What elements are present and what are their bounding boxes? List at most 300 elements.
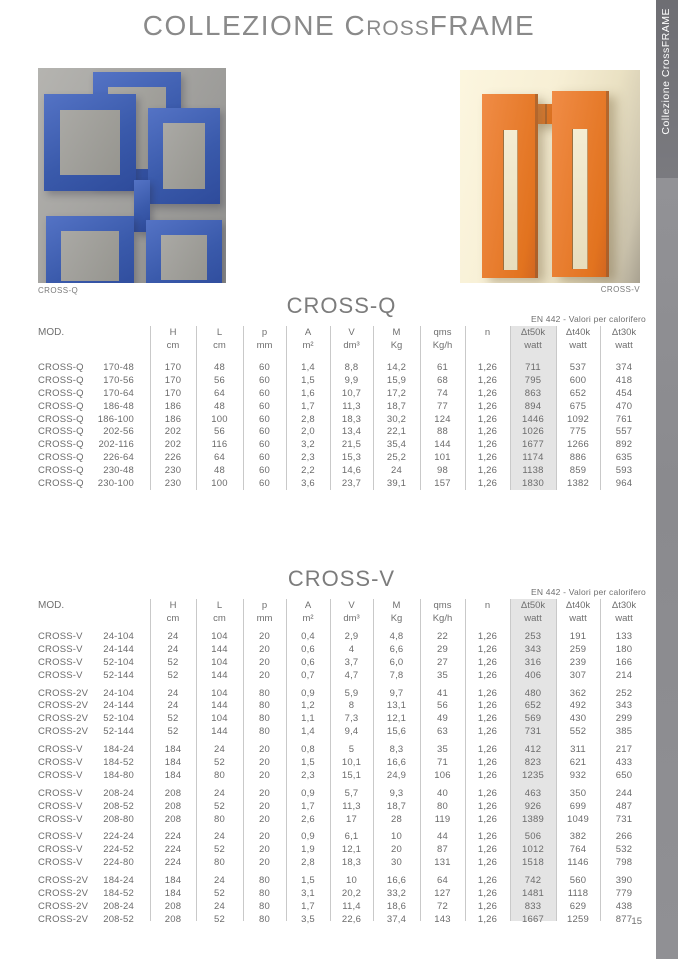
column-header-symbol: M	[392, 327, 401, 338]
model-cell	[35, 857, 150, 868]
value-cell: 11,3	[342, 400, 361, 412]
column-header-symbol: A	[304, 327, 312, 338]
model-cell	[35, 657, 150, 668]
model-cell	[35, 388, 150, 399]
column-header-symbol: Δt30k	[611, 600, 637, 611]
model-size: 52-104	[103, 656, 134, 668]
value-cell: 170	[164, 361, 182, 373]
value-cell: 24	[167, 687, 179, 699]
value-cell: 0,8	[301, 744, 315, 756]
value-cell: 68	[437, 374, 448, 386]
value-cell: 892	[615, 439, 633, 451]
value-cell: 6,0	[389, 656, 404, 668]
value-cell: 10	[391, 831, 402, 843]
table-row	[35, 361, 648, 374]
value-cell: 60	[259, 413, 270, 425]
value-cell: 170	[164, 387, 182, 399]
value-cell: 1,26	[477, 643, 498, 655]
value-cell: 60	[259, 361, 270, 373]
value-cell: 0,9	[301, 787, 315, 799]
value-cell: 20	[259, 669, 270, 681]
value-cell: 52	[167, 713, 179, 725]
value-cell: 8,3	[389, 744, 404, 756]
value-cell: 24	[391, 465, 402, 477]
column-header-symbol: Δt30k	[611, 327, 637, 338]
orange-panel-left	[482, 94, 538, 278]
column-header-symbol: Δt40k	[565, 600, 591, 611]
value-cell: 52	[214, 800, 225, 812]
row-group	[35, 830, 648, 869]
model-name: CROSS-2V	[38, 700, 89, 712]
column-header-unit: watt	[569, 613, 587, 624]
value-cell: 10,1	[341, 756, 362, 768]
value-cell: 1,26	[477, 887, 498, 899]
value-cell: 1,9	[301, 844, 315, 856]
model-name: CROSS-V	[38, 669, 83, 681]
value-cell: 1,26	[477, 413, 498, 425]
value-cell: 5,7	[344, 787, 359, 799]
value-cell: 27	[437, 656, 448, 668]
value-cell: 1,26	[477, 913, 498, 925]
value-cell: 833	[524, 900, 542, 912]
value-cell: 20	[259, 813, 270, 825]
value-cell: 21,5	[341, 439, 362, 451]
table-row	[35, 900, 648, 913]
value-cell: 9,9	[344, 374, 359, 386]
model-name: CROSS-2V	[38, 726, 89, 738]
column-header	[600, 326, 648, 352]
value-cell: 180	[615, 643, 633, 655]
value-cell: 60	[259, 452, 270, 464]
value-cell: 35	[437, 669, 448, 681]
value-cell: 1,26	[477, 465, 498, 477]
column-header	[373, 599, 420, 625]
value-cell: 2,0	[301, 426, 315, 438]
collection-tab	[656, 0, 678, 178]
model-cell	[35, 901, 150, 912]
value-cell: 16,6	[386, 875, 407, 887]
value-cell: 15,9	[386, 374, 407, 386]
value-cell: 184	[164, 887, 182, 899]
value-cell: 80	[259, 713, 270, 725]
model-name: CROSS-V	[38, 630, 83, 642]
value-cell: 1,26	[477, 875, 498, 887]
column-header-symbol: V	[348, 327, 355, 338]
value-cell: 6,1	[344, 831, 359, 843]
column-header	[243, 599, 286, 625]
value-cell: 1,26	[477, 630, 498, 642]
model-size: 52-144	[103, 669, 134, 681]
value-cell: 0,6	[301, 643, 315, 655]
table-row	[35, 843, 648, 856]
value-cell: 7,3	[344, 713, 359, 725]
value-cell: 593	[615, 465, 633, 477]
value-cell: 14,6	[341, 465, 362, 477]
value-cell: 1,26	[477, 726, 498, 738]
value-cell: 343	[524, 643, 542, 655]
model-cell	[35, 726, 150, 737]
value-cell: 1146	[567, 857, 589, 869]
value-cell: 18,7	[386, 400, 407, 412]
model-cell	[35, 439, 150, 450]
value-cell: 144	[211, 700, 228, 712]
value-cell: 80	[259, 900, 270, 912]
value-cell: 23,7	[341, 477, 362, 489]
value-cell: 56	[214, 374, 225, 386]
column-header-unit: dm³	[343, 340, 360, 351]
table-row	[35, 725, 648, 738]
value-cell: 1,26	[477, 387, 498, 399]
value-cell: 244	[615, 787, 633, 799]
model-cell	[35, 644, 150, 655]
value-cell: 74	[437, 387, 448, 399]
value-cell: 20	[391, 844, 402, 856]
value-cell: 20	[259, 844, 270, 856]
value-cell: 104	[211, 656, 228, 668]
value-cell: 24	[214, 831, 225, 843]
value-cell: 101	[434, 452, 451, 464]
value-cell: 1667	[522, 913, 544, 925]
model-cell	[35, 688, 150, 699]
table-row	[35, 887, 648, 900]
value-cell: 18,7	[386, 800, 407, 812]
model-cell	[35, 744, 150, 755]
model-size: 170-56	[103, 374, 134, 386]
model-size: 184-52	[103, 887, 134, 899]
value-cell: 600	[569, 374, 587, 386]
orange-connector-gap	[545, 104, 547, 124]
blue-frame-left	[44, 94, 136, 191]
value-cell: 454	[615, 387, 633, 399]
column-header	[420, 326, 465, 352]
value-cell: 9,4	[344, 726, 359, 738]
value-cell: 12,1	[341, 844, 362, 856]
value-cell: 1,7	[301, 900, 315, 912]
page-title-part2: ROSS	[366, 17, 430, 40]
value-cell: 80	[214, 857, 225, 869]
value-cell: 1,7	[301, 400, 315, 412]
value-cell: 1092	[567, 413, 589, 425]
table-row	[35, 743, 648, 756]
model-cell	[35, 814, 150, 825]
value-cell: 39,1	[386, 477, 407, 489]
value-cell: 22,6	[341, 913, 362, 925]
value-cell: 230	[164, 477, 182, 489]
value-cell: 104	[211, 687, 228, 699]
table-row	[35, 425, 648, 438]
value-cell: 64	[214, 387, 225, 399]
table-row	[35, 856, 648, 869]
value-cell: 217	[615, 744, 633, 756]
value-cell: 569	[524, 713, 542, 725]
value-cell: 24	[167, 630, 179, 642]
value-cell: 116	[211, 439, 228, 451]
value-cell: 1,26	[477, 857, 498, 869]
value-cell: 731	[524, 726, 542, 738]
value-cell: 1,5	[301, 374, 315, 386]
value-cell: 350	[569, 787, 587, 799]
value-cell: 0,7	[301, 669, 315, 681]
value-cell: 44	[437, 831, 448, 843]
value-cell: 0,6	[301, 656, 315, 668]
table-header-row	[35, 326, 648, 352]
model-size: 208-24	[103, 900, 134, 912]
column-header	[600, 599, 648, 625]
page-edge-strip	[656, 0, 678, 959]
value-cell: 239	[569, 656, 587, 668]
table-row	[35, 643, 648, 656]
table-row	[35, 913, 648, 926]
row-group	[35, 874, 648, 926]
value-cell: 184	[164, 769, 182, 781]
value-cell: 77	[437, 400, 448, 412]
value-cell: 33,2	[386, 887, 407, 899]
value-cell: 253	[524, 630, 542, 642]
table-row	[35, 669, 648, 682]
model-name: CROSS-V	[38, 800, 83, 812]
page-title-part1: COLLEZIONE C	[142, 10, 367, 41]
value-cell: 1118	[567, 887, 589, 899]
value-cell: 1,26	[477, 900, 498, 912]
model-name: CROSS-Q	[38, 452, 84, 464]
table-row	[35, 687, 648, 700]
value-cell: 764	[569, 844, 587, 856]
value-cell: 964	[615, 477, 633, 489]
column-header-unit: watt	[615, 613, 633, 624]
value-cell: 64	[214, 452, 225, 464]
value-cell: 1266	[567, 439, 589, 451]
value-cell: 30	[391, 857, 402, 869]
value-cell: 412	[524, 744, 542, 756]
value-cell: 877	[615, 913, 633, 925]
table-row	[35, 830, 648, 843]
value-cell: 1,26	[477, 374, 498, 386]
value-cell: 184	[164, 756, 182, 768]
table-body	[35, 630, 648, 931]
value-cell: 6,6	[389, 643, 404, 655]
model-size: 24-144	[103, 700, 134, 712]
value-cell: 390	[615, 875, 633, 887]
value-cell: 15,3	[341, 452, 362, 464]
column-header	[510, 326, 556, 352]
model-size: 226-64	[103, 452, 134, 464]
value-cell: 40	[437, 787, 448, 799]
value-cell: 24	[214, 875, 225, 887]
model-size: 52-104	[103, 713, 134, 725]
column-header	[286, 599, 330, 625]
model-name: CROSS-V	[38, 744, 83, 756]
value-cell: 761	[615, 413, 633, 425]
value-cell: 652	[569, 387, 587, 399]
en442-note: EN 442 - Valori per calorifero	[531, 314, 646, 324]
edge-strip-lower	[656, 178, 678, 959]
value-cell: 52	[167, 656, 179, 668]
value-cell: 60	[259, 465, 270, 477]
value-cell: 1382	[567, 477, 589, 489]
value-cell: 41	[437, 687, 448, 699]
value-cell: 2,9	[344, 630, 359, 642]
model-name: CROSS-Q	[38, 426, 84, 438]
value-cell: 894	[524, 400, 542, 412]
value-cell: 795	[524, 374, 542, 386]
value-cell: 133	[615, 630, 633, 642]
value-cell: 1,6	[301, 387, 315, 399]
value-cell: 214	[615, 669, 633, 681]
value-cell: 104	[211, 630, 228, 642]
table-row	[35, 400, 648, 413]
model-size: 208-24	[103, 787, 134, 799]
table-row	[35, 769, 648, 782]
row-group	[35, 630, 648, 682]
model-size: 230-48	[103, 465, 134, 477]
value-cell: 779	[615, 887, 633, 899]
column-header-unit: watt	[524, 340, 542, 351]
table-row	[35, 787, 648, 800]
value-cell: 144	[211, 726, 228, 738]
value-cell: 100	[211, 477, 228, 489]
column-header	[556, 326, 600, 352]
value-cell: 1,26	[477, 477, 498, 489]
value-cell: 1012	[522, 844, 544, 856]
value-cell: 30,2	[386, 413, 407, 425]
value-cell: 144	[434, 439, 451, 451]
value-cell: 932	[569, 769, 587, 781]
row-group	[35, 787, 648, 826]
value-cell: 2,3	[301, 769, 315, 781]
model-name: CROSS-V	[38, 857, 83, 869]
column-header	[196, 599, 243, 625]
column-header-symbol: H	[169, 327, 177, 338]
value-cell: 226	[164, 452, 182, 464]
value-cell: 80	[259, 700, 270, 712]
value-cell: 4,7	[344, 669, 359, 681]
column-header-symbol: L	[216, 600, 223, 611]
value-cell: 438	[615, 900, 633, 912]
value-cell: 1,26	[477, 361, 498, 373]
value-cell: 80	[259, 875, 270, 887]
value-cell: 52	[214, 756, 225, 768]
column-header-symbol: H	[169, 600, 177, 611]
column-header-unit: watt	[615, 340, 633, 351]
value-cell: 382	[569, 831, 587, 843]
model-name: CROSS-V	[38, 643, 83, 655]
column-header-symbol: p	[261, 327, 268, 338]
value-cell: 1,26	[477, 769, 498, 781]
model-size: 202-116	[98, 439, 134, 451]
model-size: 52-144	[103, 726, 134, 738]
table-row	[35, 477, 648, 490]
value-cell: 18,6	[386, 900, 407, 912]
value-cell: 191	[569, 630, 587, 642]
value-cell: 20	[259, 769, 270, 781]
value-cell: 886	[569, 452, 587, 464]
collection-tab-label: Collezione CrossFRAME	[660, 8, 672, 135]
column-header-symbol: L	[216, 327, 223, 338]
column-header-symbol: p	[261, 600, 268, 611]
value-cell: 1,26	[477, 813, 498, 825]
row-group	[35, 687, 648, 739]
column-header-unit: m²	[302, 340, 314, 351]
column-header-unit: cm	[166, 340, 180, 351]
value-cell: 1,26	[477, 831, 498, 843]
column-header	[465, 326, 510, 352]
column-header-unit: cm	[213, 340, 226, 351]
column-header-symbol: qms	[433, 600, 452, 611]
model-cell	[35, 801, 150, 812]
value-cell: 20	[259, 656, 270, 668]
table-row	[35, 630, 648, 643]
value-cell: 24	[214, 744, 225, 756]
value-cell: 24	[167, 643, 179, 655]
model-cell	[35, 452, 150, 463]
value-cell: 20,2	[341, 887, 362, 899]
value-cell: 2,8	[301, 413, 315, 425]
value-cell: 80	[259, 726, 270, 738]
value-cell: 48	[214, 465, 225, 477]
value-cell: 119	[434, 813, 451, 825]
model-size: 208-80	[103, 813, 134, 825]
column-header	[510, 599, 556, 625]
model-size: 184-80	[103, 769, 134, 781]
value-cell: 635	[615, 452, 633, 464]
model-size: 186-48	[103, 400, 134, 412]
value-cell: 11,4	[342, 900, 361, 912]
model-size: 208-52	[103, 913, 134, 925]
value-cell: 80	[437, 800, 448, 812]
model-name: CROSS-V	[38, 844, 83, 856]
cross-q-table-title: CROSS-Q	[286, 293, 397, 318]
column-header-symbol: n	[484, 327, 491, 338]
value-cell: 1026	[522, 426, 544, 438]
value-cell: 144	[211, 669, 228, 681]
value-cell: 316	[524, 656, 542, 668]
table-row	[35, 438, 648, 451]
value-cell: 2,6	[301, 813, 315, 825]
table-row	[35, 656, 648, 669]
model-cell	[35, 875, 150, 886]
value-cell: 0,9	[301, 831, 315, 843]
model-name: CROSS-2V	[38, 713, 89, 725]
table-row	[35, 451, 648, 464]
value-cell: 12,1	[386, 713, 407, 725]
value-cell: 60	[259, 477, 270, 489]
value-cell: 20	[259, 831, 270, 843]
value-cell: 1,1	[301, 713, 315, 725]
value-cell: 20	[259, 857, 270, 869]
mod-column-header: MOD.	[38, 600, 65, 611]
table-row	[35, 813, 648, 826]
value-cell: 1,26	[477, 756, 498, 768]
column-header	[420, 599, 465, 625]
value-cell: 20	[259, 744, 270, 756]
cross-v-photo-caption: CROSS-V	[600, 285, 640, 294]
model-size: 230-100	[97, 477, 134, 489]
value-cell: 863	[524, 387, 542, 399]
model-cell	[35, 362, 150, 373]
value-cell: 170	[164, 374, 182, 386]
value-cell: 35,4	[386, 439, 407, 451]
value-cell: 711	[525, 361, 541, 373]
value-cell: 10	[346, 875, 357, 887]
cross-q-photo	[38, 68, 226, 283]
value-cell: 37,4	[386, 913, 407, 925]
column-header-unit: cm	[213, 613, 226, 624]
value-cell: 0,9	[301, 687, 315, 699]
model-cell	[35, 631, 150, 642]
model-size: 24-144	[103, 643, 134, 655]
value-cell: 202	[164, 439, 182, 451]
row-group	[35, 743, 648, 782]
